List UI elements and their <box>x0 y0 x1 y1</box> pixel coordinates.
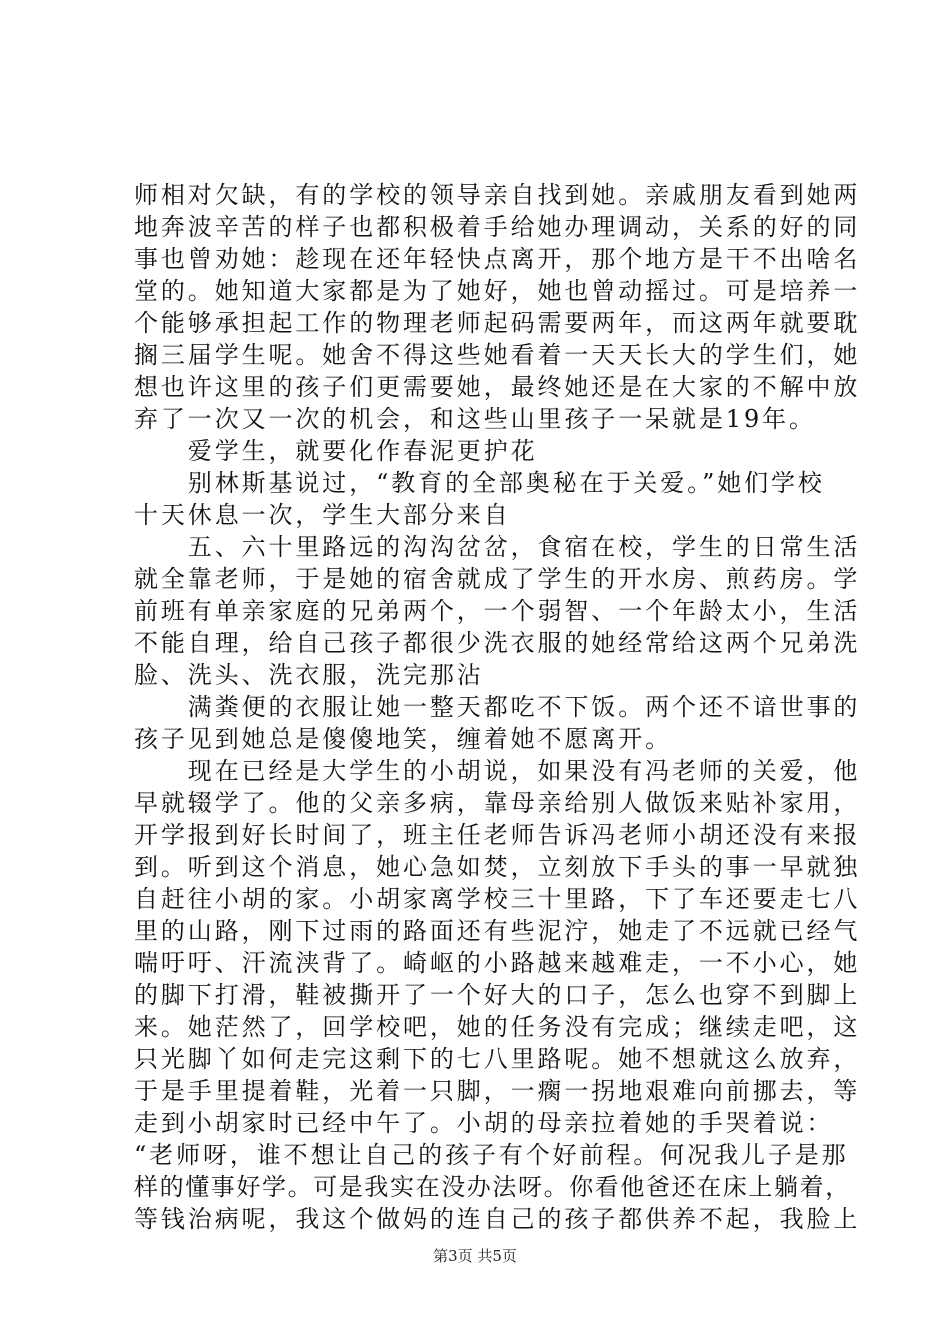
body-text-line: 地奔波辛苦的样子也都积极着手给她办理调动，关系的好的同 <box>134 213 861 241</box>
body-text-line: 十天休息一次，学生大部分来自 <box>134 501 511 529</box>
body-text-line: 就全靠老师，于是她的宿舍就成了学生的开水房、煎药房。学 <box>134 565 861 593</box>
body-text-line: 事也曾劝她：趁现在还年轻快点离开，那个地方是干不出啥名 <box>134 245 861 273</box>
body-text-line: 只光脚丫如何走完这剩下的七八里路呢。她不想就这么放弃， <box>134 1045 861 1073</box>
body-text-line: 师相对欠缺，有的学校的领导亲自找到她。亲戚朋友看到她两 <box>134 181 861 209</box>
body-text-line: 于是手里提着鞋，光着一只脚，一瘸一拐地艰难向前挪去，等 <box>134 1077 861 1105</box>
body-text-line: 早就辍学了。他的父亲多病，靠母亲给别人做饭来贴补家用， <box>134 789 861 817</box>
body-text-line: 开学报到好长时间了，班主任老师告诉冯老师小胡还没有来报 <box>134 821 861 849</box>
body-text-line: 个能够承担起工作的物理老师起码需要两年，而这两年就要耽 <box>134 309 861 337</box>
body-text-line: 样的懂事好学。可是我实在没办法呀。你看他爸还在床上躺着， <box>134 1173 851 1201</box>
body-text-line: 满粪便的衣服让她一整天都吃不下饭。两个还不谙世事的 <box>134 693 861 721</box>
body-text-line: 别林斯基说过，“教育的全部奥秘在于关爱。”她们学校 <box>134 469 825 497</box>
body-text-line: 不能自理，给自己孩子都很少洗衣服的她经常给这两个兄弟洗 <box>134 629 861 657</box>
body-text-line: 现在已经是大学生的小胡说，如果没有冯老师的关爱，他 <box>134 757 861 785</box>
body-text-line: 想也许这里的孩子们更需要她，最终她还是在大家的不解中放 <box>134 373 861 401</box>
body-text-line: 来。她茫然了，回学校吧，她的任务没有完成；继续走吧，这 <box>134 1013 861 1041</box>
page-number-footer: 第3页 共5页 <box>433 1247 517 1265</box>
body-text-line: “老师呀，谁不想让自己的孩子有个好前程。何况我儿子是那 <box>134 1141 849 1169</box>
body-text-line: 脸、洗头、洗衣服，洗完那沾 <box>134 661 484 689</box>
body-text-line: 走到小胡家时已经中午了。小胡的母亲拉着她的手哭着说： <box>134 1109 834 1137</box>
section-heading: 爱学生，就要化作春泥更护花 <box>134 437 538 465</box>
body-text-line: 自赶往小胡的家。小胡家离学校三十里路，下了车还要走七八 <box>134 885 861 913</box>
body-text-line: 五、六十里路远的沟沟岔岔，食宿在校，学生的日常生活 <box>134 533 861 561</box>
body-text-line: 里的山路，刚下过雨的路面还有些泥泞，她走了不远就已经气 <box>134 917 861 945</box>
body-text-line: 堂的。她知道大家都是为了她好，她也曾动摇过。可是培养一 <box>134 277 861 305</box>
body-text-line: 弃了一次又一次的机会，和这些山里孩子一呆就是19年。 <box>134 405 816 433</box>
body-text-line: 等钱治病呢，我这个做妈的连自己的孩子都供养不起，我脸上 <box>134 1205 861 1233</box>
body-text-line: 的脚下打滑，鞋被撕开了一个好大的口子，怎么也穿不到脚上 <box>134 981 861 1009</box>
body-text-line: 到。听到这个消息，她心急如焚，立刻放下手头的事一早就独 <box>134 853 861 881</box>
body-text-line: 喘吁吁、汗流浃背了。崎岖的小路越来越难走，一不小心，她 <box>134 949 861 977</box>
body-text-line: 孩子见到她总是傻傻地笑，缠着她不愿离开。 <box>134 725 672 753</box>
body-text-line: 搁三届学生呢。她舍不得这些她看着一天天长大的学生们，她 <box>134 341 861 369</box>
body-text-line: 前班有单亲家庭的兄弟两个，一个弱智、一个年龄太小，生活 <box>134 597 861 625</box>
